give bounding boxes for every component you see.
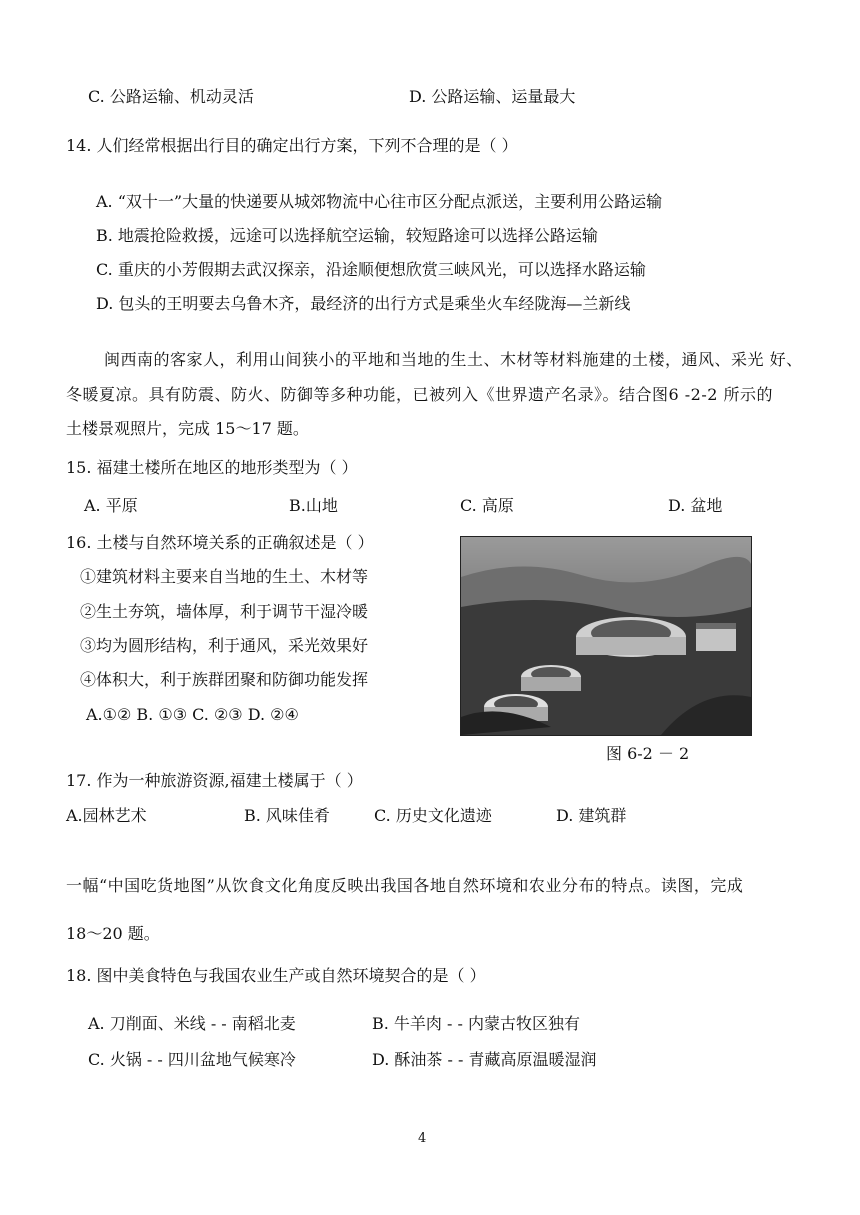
q14-option-c: C. 重庆的小芳假期去武汉探亲，沿途顺便想欣赏三峡风光，可以选择水路运输 — [96, 260, 646, 279]
tulou-photo — [460, 536, 752, 736]
passage-food-map-line2: 18～20 题。 — [66, 924, 160, 943]
q16-stem: 16. 土楼与自然环境关系的正确叙述是（ ） — [66, 533, 374, 552]
q16-statement-2: ②生土夯筑，墙体厚，利于调节干湿冷暖 — [80, 602, 369, 621]
q13-option-c: C. 公路运输、机动灵活 — [88, 87, 254, 106]
q14-option-b: B. 地震抢险救援，远途可以选择航空运输，较短路途可以选择公路运输 — [96, 226, 598, 245]
q18-stem: 18. 图中美食特色与我国农业生产或自然环境契合的是（ ） — [66, 966, 486, 985]
q14-option-a: A. “双十一”大量的快递要从城郊物流中心往市区分配点派送，主要利用公路运输 — [96, 192, 663, 211]
q15-option-b: B.山地 — [289, 496, 338, 515]
q18-option-a: A. 刀削面、米线 - - 南稻北麦 — [88, 1014, 296, 1033]
q18-option-c: C. 火锅 - - 四川盆地气候寒冷 — [88, 1050, 296, 1069]
q16-options: A.①② B. ①③ C. ②③ D. ②④ — [86, 705, 299, 724]
q17-option-a: A.园林艺术 — [66, 806, 147, 825]
passage-tulou-line1: 闽西南的客家人，利用山间狭小的平地和当地的生土、木材等材料施建的土楼，通风、采光 好、 — [104, 350, 803, 369]
q16-statement-4: ④体积大，利于族群团聚和防御功能发挥 — [80, 670, 369, 689]
q13-option-d: D. 公路运输、运量最大 — [409, 87, 576, 106]
q17-option-b: B. 风味佳肴 — [244, 806, 330, 825]
page-number: 4 — [418, 1131, 427, 1146]
q14-stem: 14. 人们经常根据出行目的确定出行方案，下列不合理的是（ ） — [66, 136, 518, 155]
q15-stem: 15. 福建土楼所在地区的地形类型为（ ） — [66, 458, 358, 477]
figure-caption: 图 6-2 － 2 — [606, 744, 690, 763]
q16-statement-1: ①建筑材料主要来自当地的生土、木材等 — [80, 567, 369, 586]
q17-option-d: D. 建筑群 — [556, 806, 627, 825]
q15-option-a: A. 平原 — [84, 496, 138, 515]
q17-option-c: C. 历史文化遗迹 — [374, 806, 492, 825]
q14-option-d: D. 包头的王明要去乌鲁木齐，最经济的出行方式是乘坐火车经陇海—兰新线 — [96, 294, 631, 313]
q17-stem: 17. 作为一种旅游资源,福建土楼属于（ ） — [66, 771, 363, 790]
q15-option-c: C. 高原 — [460, 496, 514, 515]
q18-option-b: B. 牛羊肉 - - 内蒙古牧区独有 — [372, 1014, 581, 1033]
passage-tulou-line2: 冬暖夏凉。具有防震、防火、防御等多种功能，已被列入《世界遗产名录》。结合图6 -2-2 所示的 — [66, 385, 774, 404]
q16-statement-3: ③均为圆形结构，利于通风，采光效果好 — [80, 636, 369, 655]
passage-food-map-line1: 一幅“中国吃货地图”从饮食文化角度反映出我国各地自然环境和农业分布的特点。读图，完成 — [66, 876, 744, 895]
passage-tulou-line3: 土楼景观照片，完成 15～17 题。 — [66, 419, 309, 438]
q15-option-d: D. 盆地 — [668, 496, 723, 515]
q18-option-d: D. 酥油茶 - - 青藏高原温暖湿润 — [372, 1050, 597, 1069]
